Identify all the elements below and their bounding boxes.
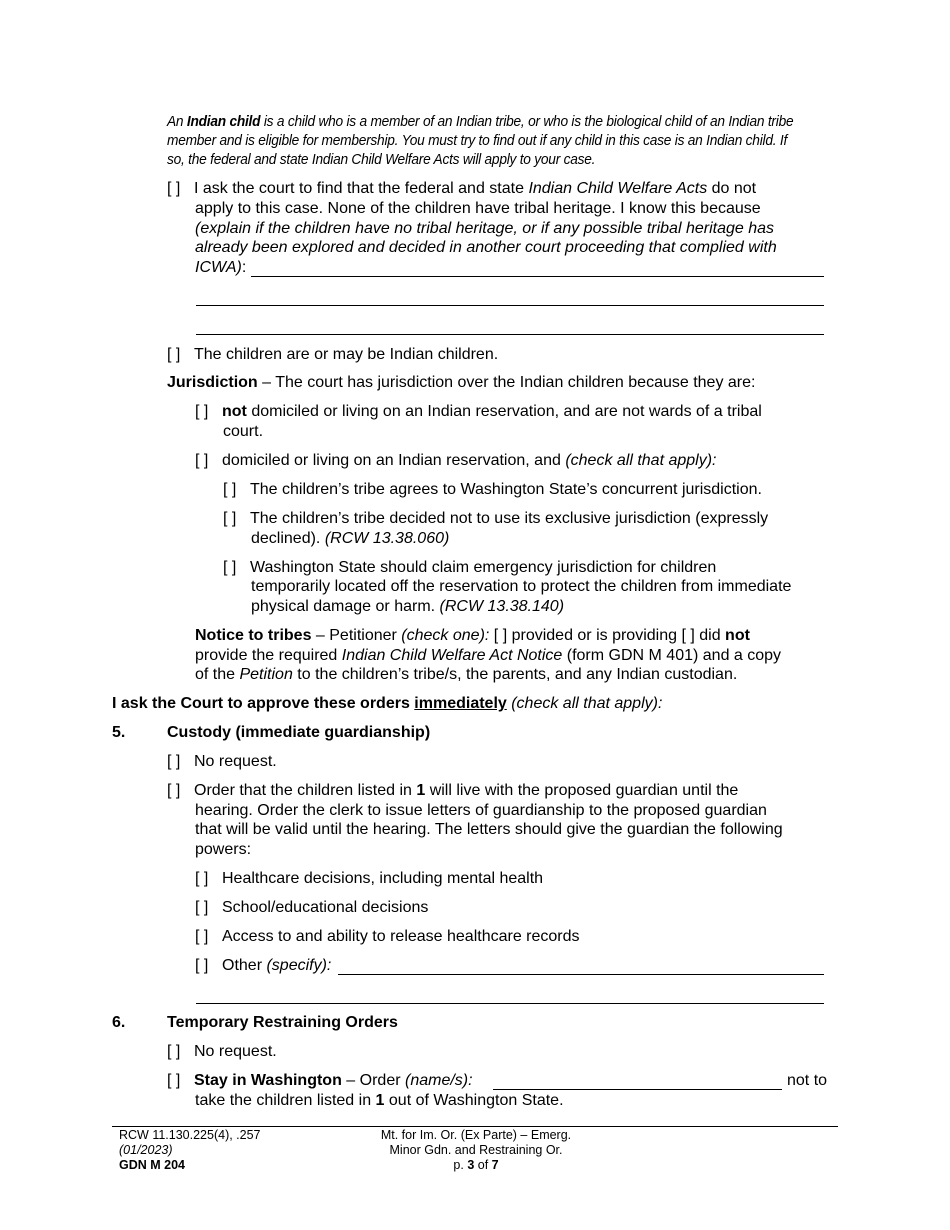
text: out of Washington State. <box>384 1092 564 1109</box>
icwa-not-apply-line-1 <box>167 179 756 199</box>
notice-provided-checkbox[interactable]: [ ] <box>493 627 508 644</box>
text: I ask the court to find that the federal and state <box>194 180 529 197</box>
may-be-indian-option <box>167 345 498 365</box>
immediately-emphasis: immediately <box>414 695 507 712</box>
other-label: Other <box>222 957 267 974</box>
indian-child-definition-line-3: so, the federal and state Indian Child Welfare Acts will apply to your case. <box>167 152 596 168</box>
footer-rule <box>112 1126 838 1127</box>
domiciled-text: domiciled or living on an Indian reservation, and <box>222 452 566 469</box>
other-power-checkbox[interactable]: [ ] <box>195 957 209 974</box>
other-power-option <box>195 956 331 976</box>
healthcare-label: Healthcare decisions, including mental health <box>222 870 544 887</box>
explanation-blank-line-1[interactable] <box>251 276 824 277</box>
text: will live with the proposed guardian until the <box>425 782 739 799</box>
school-label: School/educational decisions <box>222 899 429 916</box>
may-be-indian-checkbox[interactable]: [ ] <box>167 346 181 363</box>
concurrent-checkbox[interactable]: [ ] <box>223 481 237 498</box>
not-emphasis: not <box>222 403 247 420</box>
notice-label: Notice to tribes <box>195 627 312 644</box>
item-ref: 1 <box>375 1092 385 1109</box>
intro-text: is a child who is a member of an Indian tribe, or who is the biological child of an Indian tribe <box>260 114 794 130</box>
custody-no-request-option <box>167 752 277 772</box>
other-power-blank-line-1[interactable] <box>338 974 824 975</box>
check-one-note: (check one): <box>401 627 490 644</box>
item-ref: 1 <box>416 782 426 799</box>
declined-line-2 <box>251 529 449 549</box>
declined-text: The children’s tribe decided not to use its exclusive jurisdiction (expressly <box>250 510 769 527</box>
custody-order-line-2: hearing. Order the clerk to issue letters of guardianship to the proposed guardian <box>195 802 767 819</box>
footer-title-line-2: Minor Gdn. and Restraining Or. <box>389 1143 563 1157</box>
page-current: 3 <box>467 1158 475 1172</box>
text: Order that the children listed in <box>194 782 417 799</box>
did-text: did <box>694 627 726 644</box>
emergency-text: Washington State should claim emergency jurisdiction for children <box>250 559 717 576</box>
icwa-not-apply-line-5 <box>195 258 246 278</box>
emergency-text-3: physical damage or harm. <box>251 598 440 615</box>
text: take the children listed in <box>195 1092 376 1109</box>
records-option <box>195 927 580 947</box>
not-domiciled-option <box>195 402 762 422</box>
icwa-not-apply-line-4: already been explored and decided in another court proceeding that complied with <box>195 239 777 256</box>
school-checkbox[interactable]: [ ] <box>195 899 209 916</box>
rcw-citation: (RCW 13.38.140) <box>439 598 565 615</box>
not-emphasis: not <box>725 627 750 644</box>
footer-form-number: GDN M 204 <box>119 1158 185 1172</box>
domiciled-option <box>195 451 717 471</box>
text: – Petitioner <box>311 627 402 644</box>
notice-to-tribes-line-1 <box>195 626 750 646</box>
footer-rcw: RCW 11.130.225(4), .257 <box>119 1128 261 1142</box>
not-domiciled-checkbox[interactable]: [ ] <box>195 403 209 420</box>
concurrent-text: The children’s tribe agrees to Washington State’s concurrent jurisdiction. <box>250 481 762 498</box>
icwa-not-apply-line-2: apply to this case. None of the children have tribal heritage. I know this because <box>195 200 761 217</box>
notice-to-tribes-line-3 <box>195 665 737 685</box>
domiciled-checkbox[interactable]: [ ] <box>195 452 209 469</box>
approve-text: I ask the Court to approve these orders <box>112 695 415 712</box>
intro-text: An <box>167 114 187 130</box>
stay-not-to-text: not to <box>787 1072 828 1089</box>
text: of the <box>195 666 240 683</box>
stay-in-washington-option <box>167 1071 473 1091</box>
other-power-blank-line-2[interactable] <box>196 1003 824 1004</box>
page-prefix: p. <box>453 1158 468 1172</box>
records-checkbox[interactable]: [ ] <box>195 928 209 945</box>
section-6-title: Temporary Restraining Orders <box>167 1014 398 1031</box>
jurisdiction-text: – The court has jurisdiction over the Indian children because they are: <box>257 374 756 391</box>
explanation-blank-line-3[interactable] <box>196 334 824 335</box>
icwa-notice-title: Indian Child Welfare Act Notice <box>341 647 563 664</box>
text: to the children’s tribe/s, the parents, and any Indian custodian. <box>292 666 738 683</box>
indian-child-term: Indian child <box>186 114 261 130</box>
jurisdiction-label: Jurisdiction <box>167 374 258 391</box>
emergency-line-3 <box>251 597 564 617</box>
declined-checkbox[interactable]: [ ] <box>223 510 237 527</box>
jurisdiction-heading <box>167 373 755 393</box>
healthcare-option <box>195 869 543 889</box>
icwa-not-apply-line-3: (explain if the children have no tribal heritage, or if any possible tribal heritage has <box>195 220 774 237</box>
text: provide the required <box>195 647 342 664</box>
custody-order-line-4: powers: <box>195 841 252 858</box>
approve-orders-heading <box>112 694 662 714</box>
names-note: (name/s): <box>405 1072 473 1089</box>
emergency-checkbox[interactable]: [ ] <box>223 559 237 576</box>
petition-term: Petition <box>239 666 293 683</box>
stay-in-washington-checkbox[interactable]: [ ] <box>167 1072 181 1089</box>
restraining-no-request-option <box>167 1042 277 1062</box>
healthcare-checkbox[interactable]: [ ] <box>195 870 209 887</box>
declined-jurisdiction-option <box>223 509 768 529</box>
specify-note: (specify): <box>266 957 332 974</box>
section-5-number: 5. <box>112 724 126 741</box>
stay-names-blank-line[interactable] <box>493 1089 782 1090</box>
custody-order-option <box>167 781 738 801</box>
text: – Order <box>341 1072 405 1089</box>
section-6-number: 6. <box>112 1014 126 1031</box>
no-request-label: No request. <box>194 753 277 770</box>
emergency-jurisdiction-option <box>223 558 716 578</box>
footer-page-number <box>336 1158 616 1174</box>
notice-to-tribes-line-2 <box>195 646 781 666</box>
custody-order-checkbox[interactable]: [ ] <box>167 782 181 799</box>
indian-child-definition-line-2: member and is eligible for membership. You must try to find out if any child in this case is an Indian child. If <box>167 133 788 149</box>
section-5-title: Custody (immediate guardianship) <box>167 724 431 741</box>
footer-title-line-1: Mt. for Im. Or. (Ex Parte) – Emerg. <box>380 1128 572 1142</box>
explanation-blank-line-2[interactable] <box>196 305 824 306</box>
declined-text-2: declined). <box>251 530 325 547</box>
rcw-citation: (RCW 13.38.060) <box>324 530 450 547</box>
may-be-indian-label: The children are or may be Indian children. <box>194 346 499 363</box>
check-all-note: (check all that apply): <box>506 695 663 712</box>
footer-date: (01/2023) <box>119 1143 173 1157</box>
school-option <box>195 898 428 918</box>
text: do not <box>707 180 757 197</box>
check-all-note: (check all that apply): <box>565 452 717 469</box>
stay-in-washington-label: Stay in Washington <box>194 1072 342 1089</box>
not-domiciled-line-2: court. <box>223 423 264 440</box>
restraining-no-request-checkbox[interactable]: [ ] <box>167 1043 181 1060</box>
no-request-label: No request. <box>194 1043 277 1060</box>
indian-child-definition-line-1 <box>167 113 793 133</box>
page-of: of <box>474 1158 492 1172</box>
custody-order-line-3: that will be valid until the hearing. The letters should give the guardian the following <box>195 821 783 838</box>
page-total: 7 <box>491 1158 499 1172</box>
icwa-abbrev: ICWA) <box>195 259 242 276</box>
icwa-not-apply-checkbox[interactable]: [ ] <box>167 180 181 197</box>
custody-no-request-checkbox[interactable]: [ ] <box>167 753 181 770</box>
concurrent-jurisdiction-option <box>223 480 762 500</box>
emergency-line-2: temporarily located off the reservation to protect the children from immediate <box>251 578 792 595</box>
colon: : <box>241 259 247 276</box>
icwa-term: Indian Child Welfare Acts <box>528 180 708 197</box>
stay-in-washington-line-2 <box>195 1091 564 1111</box>
text: (form GDN M 401) and a copy <box>562 647 782 664</box>
not-domiciled-text: domiciled or living on an Indian reservation, and are not wards of a tribal <box>246 403 762 420</box>
records-label: Access to and ability to release healthcare records <box>222 928 580 945</box>
provided-text: provided or is providing <box>507 627 682 644</box>
notice-not-provided-checkbox[interactable]: [ ] <box>681 627 695 644</box>
